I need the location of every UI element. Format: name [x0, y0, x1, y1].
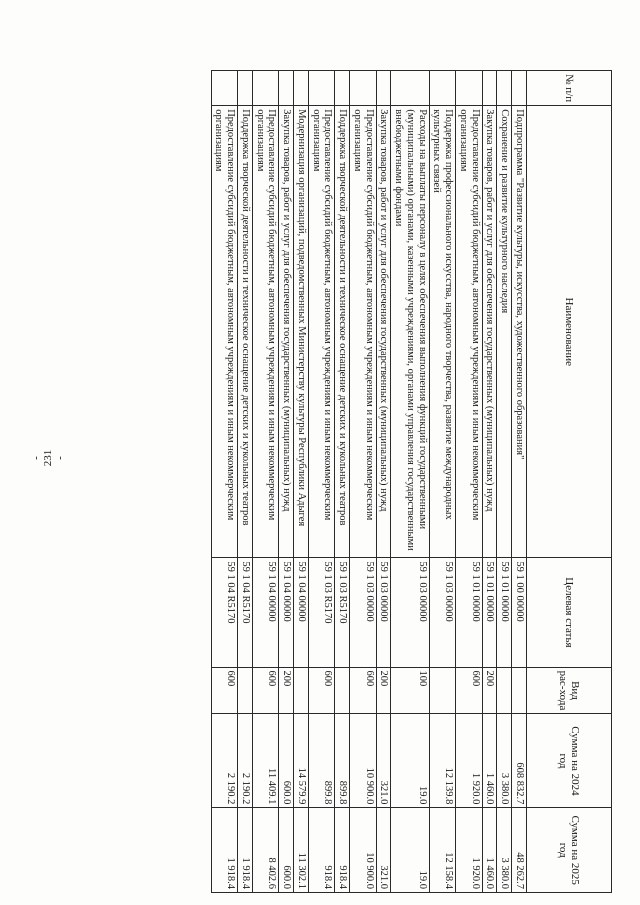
row-sum-2024: 14 579.9 — [294, 714, 309, 808]
table-row — [456, 71, 483, 893]
row-no — [238, 71, 253, 106]
row-code: 59 1 03 00000 — [391, 558, 429, 667]
row-name: Закупка товаров, работ и услуг для обеспечения государственных (муниципальных) нужд — [279, 106, 294, 558]
row-sum-2025: 11 302.1 — [294, 808, 309, 893]
row-name: Сохранение и развитие культурного наследия — [497, 106, 512, 558]
row-vid: 600 — [456, 667, 483, 714]
row-no — [497, 71, 512, 106]
header-vid: Вид рас-хода — [527, 667, 612, 714]
row-no — [309, 71, 336, 106]
row-sum-2024: 1 920.0 — [456, 714, 483, 808]
row-code: 59 1 04 00000 — [253, 558, 280, 667]
row-no — [391, 71, 429, 106]
row-sum-2025: 10 900.0 — [350, 808, 377, 893]
row-sum-2024: 3 380.0 — [497, 714, 512, 808]
row-name: Предоставление субсидий бюджетным, автономным учреждениям и иным некоммерческим организациям — [253, 106, 280, 558]
row-no — [279, 71, 294, 106]
row-vid: 200 — [482, 667, 497, 714]
row-sum-2024: 899.8 — [335, 714, 350, 808]
row-code: 59 1 00 00000 — [512, 558, 527, 667]
row-code: 59 1 03 R5170 — [309, 558, 336, 667]
row-sum-2024: 608 832.7 — [512, 714, 527, 808]
row-vid: 600 — [253, 667, 280, 714]
row-vid: 200 — [376, 667, 391, 714]
row-sum-2025: 1 918.4 — [238, 808, 253, 893]
row-name: Закупка товаров, работ и услуг для обеспечения государственных (муниципальных) нужд — [376, 106, 391, 558]
row-vid — [335, 667, 350, 714]
row-sum-2024: 600.0 — [279, 714, 294, 808]
page-number: - 231 - — [30, 449, 66, 467]
row-name: Подпрограмма "Развитие культуры, искусства, художественного образования" — [512, 106, 527, 558]
row-sum-2025: 12 158.4 — [429, 808, 456, 893]
row-vid: 600 — [211, 667, 238, 714]
row-sum-2024: 19.0 — [391, 714, 429, 808]
row-sum-2024: 11 409.1 — [253, 714, 280, 808]
header-sum-2025: Сумма на 2025 год — [527, 808, 612, 893]
table-row — [512, 71, 527, 893]
row-vid: 600 — [350, 667, 377, 714]
row-name: Предоставление субсидий бюджетным, автономным учреждениям и иным некоммерческим организациям — [350, 106, 377, 558]
row-no — [350, 71, 377, 106]
table-row — [335, 71, 350, 893]
row-sum-2024: 2 190.2 — [238, 714, 253, 808]
row-sum-2025: 918.4 — [335, 808, 350, 893]
header-no: № п/п — [527, 71, 612, 106]
row-sum-2025: 600.0 — [279, 808, 294, 893]
row-sum-2025: 321.0 — [376, 808, 391, 893]
row-code: 59 1 04 00000 — [279, 558, 294, 667]
table-row — [253, 71, 280, 893]
table-row — [482, 71, 497, 893]
row-code: 59 1 03 00000 — [376, 558, 391, 667]
row-vid — [512, 667, 527, 714]
row-vid — [497, 667, 512, 714]
row-no — [482, 71, 497, 106]
row-name: Модернизация организаций, подведомственных Министерству культуры Республики Адыгея — [294, 106, 309, 558]
row-sum-2025: 19.0 — [391, 808, 429, 893]
row-code: 59 1 01 00000 — [482, 558, 497, 667]
row-sum-2024: 899.8 — [309, 714, 336, 808]
budget-table — [211, 70, 612, 893]
row-no — [294, 71, 309, 106]
row-name: Закупка товаров, работ и услуг для обеспечения государственных (муниципальных) нужд — [482, 106, 497, 558]
row-sum-2024: 10 900.0 — [350, 714, 377, 808]
table-row — [211, 71, 238, 893]
table-row — [279, 71, 294, 893]
row-name: Предоставление субсидий бюджетным, автономным учреждениям и иным некоммерческим организациям — [309, 106, 336, 558]
row-vid: 600 — [309, 667, 336, 714]
row-sum-2025: 918.4 — [309, 808, 336, 893]
row-vid: 100 — [391, 667, 429, 714]
row-code: 59 1 01 00000 — [497, 558, 512, 667]
row-name: Поддержка профессионального искусства, народного творчества, развитие международных культурных связей — [429, 106, 456, 558]
row-sum-2025: 48 262.7 — [512, 808, 527, 893]
row-no — [211, 71, 238, 106]
row-sum-2024: 1 460.0 — [482, 714, 497, 808]
row-code: 59 1 03 00000 — [429, 558, 456, 667]
row-name: Расходы на выплаты персоналу в целях обеспечения выполнения функций государственными (муниципальными) органами, казенными учреждениями, органами управления государственными внебюджетными фондами — [391, 106, 429, 558]
row-no — [376, 71, 391, 106]
header-code: Целевая статья — [527, 558, 612, 667]
row-code: 59 1 03 R5170 — [335, 558, 350, 667]
row-sum-2025: 3 380.0 — [497, 808, 512, 893]
row-sum-2025: 8 402.6 — [253, 808, 280, 893]
row-sum-2025: 1 918.4 — [211, 808, 238, 893]
row-code: 59 1 04 00000 — [294, 558, 309, 667]
row-code: 59 1 03 00000 — [350, 558, 377, 667]
row-no — [335, 71, 350, 106]
row-name: Предоставление субсидий бюджетным, автономным учреждениям и иным некоммерческим организациям — [456, 106, 483, 558]
row-vid — [294, 667, 309, 714]
row-sum-2024: 321.0 — [376, 714, 391, 808]
table-row — [294, 71, 309, 893]
row-sum-2025: 1 460.0 — [482, 808, 497, 893]
row-code: 59 1 04 R5170 — [238, 558, 253, 667]
row-name: Поддержка творческой деятельности и техническое оснащение детских и кукольных театров — [238, 106, 253, 558]
table-header-row — [527, 71, 612, 893]
table-body — [211, 71, 526, 893]
row-vid — [238, 667, 253, 714]
table-row — [350, 71, 377, 893]
row-code: 59 1 04 R5170 — [211, 558, 238, 667]
header-name: Наименование — [527, 106, 612, 558]
table-row — [376, 71, 391, 893]
header-sum-2024: Сумма на 2024 год — [527, 714, 612, 808]
table-row — [429, 71, 456, 893]
row-code: 59 1 01 00000 — [456, 558, 483, 667]
row-vid: 200 — [279, 667, 294, 714]
row-name: Поддержка творческой деятельности и техническое оснащение детских и кукольных театров — [335, 106, 350, 558]
table-row — [309, 71, 336, 893]
row-sum-2025: 1 920.0 — [456, 808, 483, 893]
table-row — [238, 71, 253, 893]
budget-table-rotated — [88, 70, 612, 893]
row-no — [253, 71, 280, 106]
table-row — [391, 71, 429, 893]
row-vid — [429, 667, 456, 714]
row-no — [456, 71, 483, 106]
table-row — [497, 71, 512, 893]
row-no — [512, 71, 527, 106]
row-name: Предоставление субсидий бюджетным, автономным учреждениям и иным некоммерческим организациям — [211, 106, 238, 558]
row-sum-2024: 12 139.8 — [429, 714, 456, 808]
row-sum-2024: 2 190.2 — [211, 714, 238, 808]
row-no — [429, 71, 456, 106]
